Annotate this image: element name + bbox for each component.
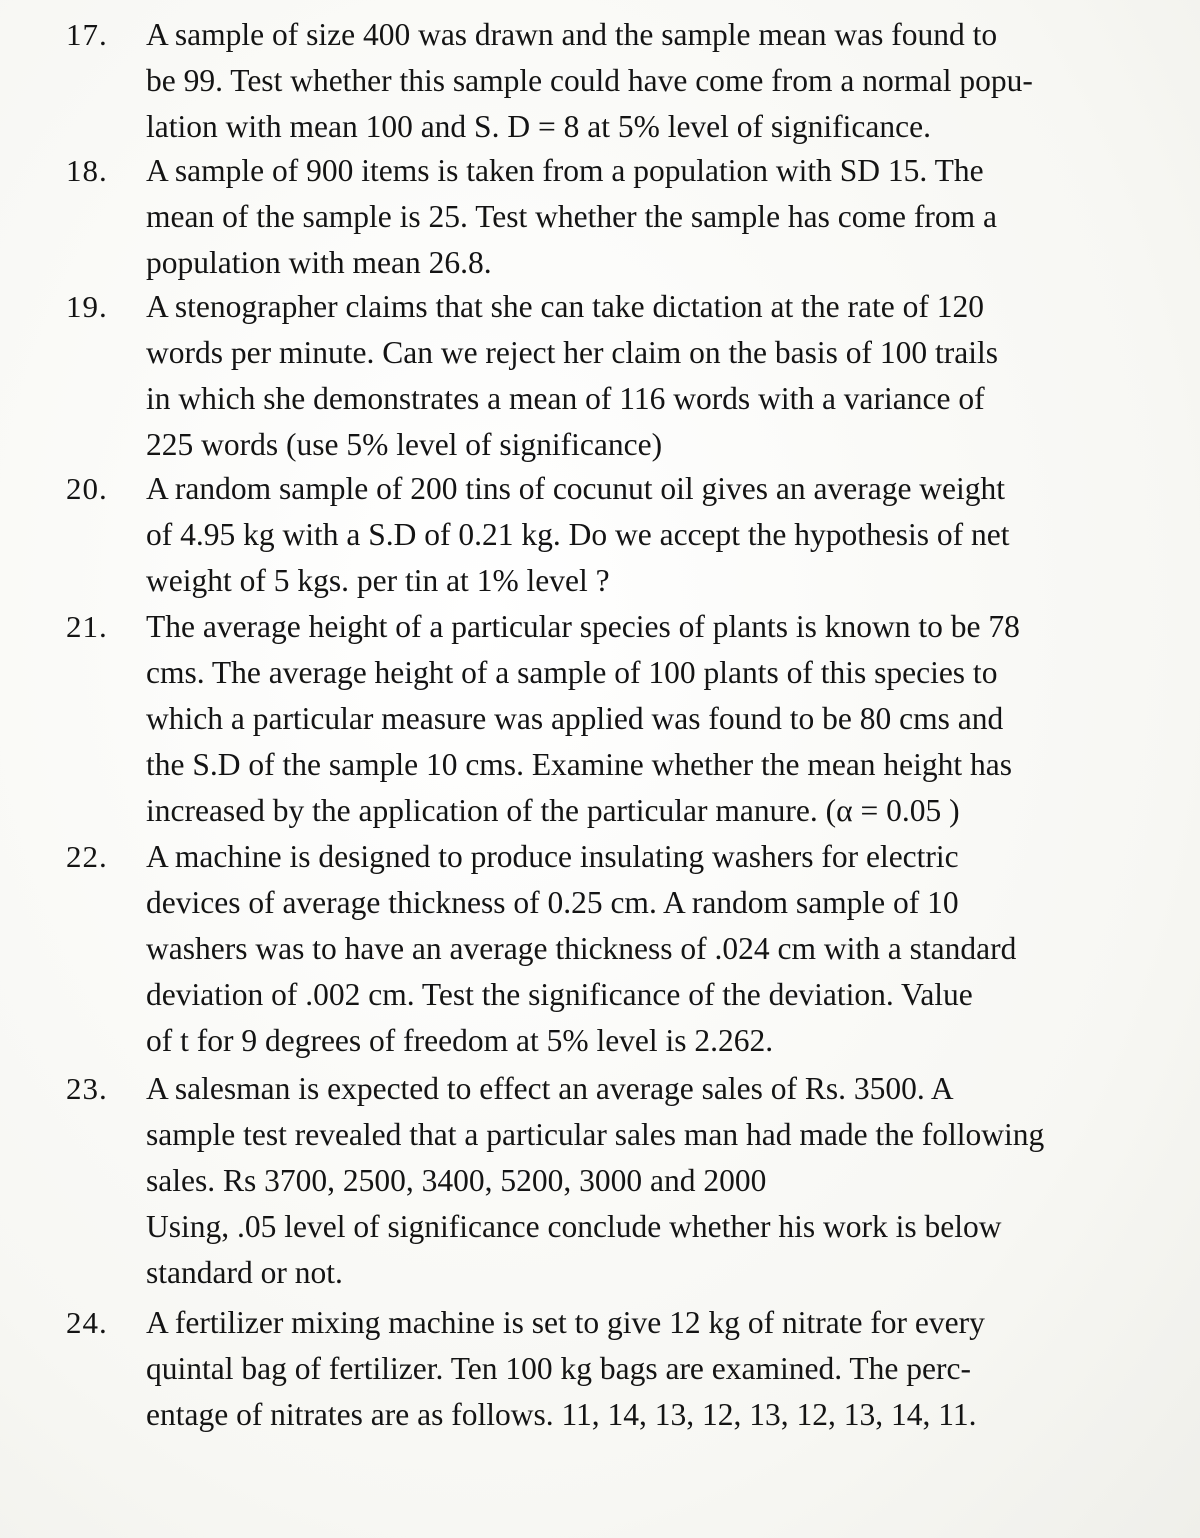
question-text-line: A machine is designed to produce insulating washers for electric — [146, 839, 959, 874]
question-text-line: population with mean 26.8. — [146, 245, 492, 280]
question-text-line: sample test revealed that a particular sales man had made the following — [146, 1117, 1045, 1152]
question-text-line: of 4.95 kg with a S.D of 0.21 kg. Do we accept the hypothesis of net — [146, 517, 1010, 552]
question-text-line: sales. Rs 3700, 2500, 3400, 5200, 3000 and 2000 — [146, 1163, 767, 1198]
question-number: 18. — [66, 153, 108, 188]
question-text-line: The average height of a particular species of plants is known to be 78 — [146, 609, 1020, 644]
question-number: 23. — [66, 1071, 108, 1106]
question-text-line: lation with mean 100 and S. D = 8 at 5% level of significance. — [146, 109, 931, 144]
question-text-line: be 99. Test whether this sample could have come from a normal popu- — [146, 63, 1033, 98]
question-text-line: A stenographer claims that she can take dictation at the rate of 120 — [146, 289, 984, 324]
question-text-line: 225 words (use 5% level of significance) — [146, 427, 663, 462]
question-text-line: quintal bag of fertilizer. Ten 100 kg bags are examined. The perc- — [146, 1351, 971, 1386]
question-number: 22. — [66, 839, 108, 874]
question-number: 20. — [66, 471, 108, 506]
question-text-line: mean of the sample is 25. Test whether the sample has come from a — [146, 199, 997, 234]
question-text-line: which a particular measure was applied was found to be 80 cms and — [146, 701, 1004, 736]
question-text-line: words per minute. Can we reject her claim on the basis of 100 trails — [146, 335, 999, 370]
question-text-line: deviation of .002 cm. Test the significance of the deviation. Value — [146, 977, 973, 1012]
question-number: 24. — [66, 1305, 108, 1340]
question-text-line: of t for 9 degrees of freedom at 5% level is 2.262. — [146, 1023, 774, 1058]
question-text-line: devices of average thickness of 0.25 cm. A random sample of 10 — [146, 885, 959, 920]
question-text-line: A sample of size 400 was drawn and the sample mean was found to — [146, 17, 998, 52]
question-number: 21. — [66, 609, 108, 644]
question-text-line: A fertilizer mixing machine is set to give 12 kg of nitrate for every — [146, 1305, 985, 1340]
question-text-line: A salesman is expected to effect an average sales of Rs. 3500. A — [146, 1071, 954, 1106]
question-text-line: the S.D of the sample 10 cms. Examine whether the mean height has — [146, 747, 1013, 782]
question-text-line: in which she demonstrates a mean of 116 words with a variance of — [146, 381, 985, 416]
question-text-line: A sample of 900 items is taken from a population with SD 15. The — [146, 153, 984, 188]
question-number: 17. — [66, 17, 108, 52]
question-text-line: weight of 5 kgs. per tin at 1% level ? — [146, 563, 610, 598]
question-text-line: Using, .05 level of significance conclude whether his work is below — [146, 1209, 1002, 1244]
question-text-line: increased by the application of the particular manure. (α = 0.05 ) — [146, 793, 960, 828]
question-text-line: cms. The average height of a sample of 100 plants of this species to — [146, 655, 998, 690]
question-text-line: washers was to have an average thickness of .024 cm with a standard — [146, 931, 1017, 966]
question-text-line: A random sample of 200 tins of cocunut oil gives an average weight — [146, 471, 1006, 506]
question-text-line: standard or not. — [146, 1255, 343, 1290]
question-number: 19. — [66, 289, 108, 324]
question-text-line: entage of nitrates are as follows. 11, 14, 13, 12, 13, 12, 13, 14, 11. — [146, 1397, 977, 1432]
